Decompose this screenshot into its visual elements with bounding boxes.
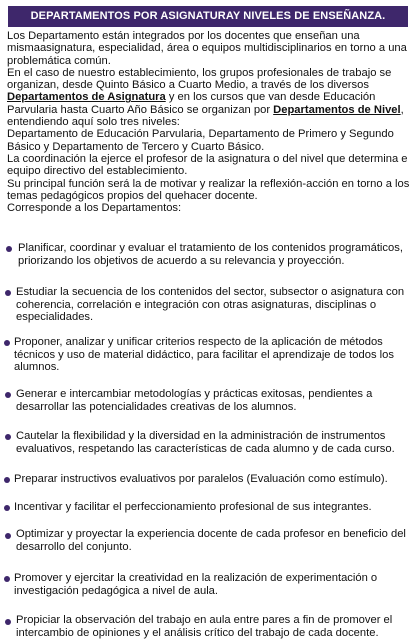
page-title: DEPARTAMENTOS POR ASIGNATURAY NIVELES DE ENSEÑANZA. [8, 6, 408, 27]
intro-paragraph-2-text-b: y en los cursos que van desde Educación Parvularia hasta Cuarto Año Básico se organizan por [7, 91, 376, 116]
list-item-text: Preparar instructivos evaluativos por paralelos (Evaluación como estímulo). [14, 473, 388, 485]
bullet-icon [5, 533, 11, 539]
bullet-icon [4, 340, 10, 346]
departamentos-asignatura-link[interactable]: Departamentos de Asignatura [7, 91, 166, 104]
intro-paragraph-5: Su principal función será la de motivar y realizar la reflexión-acción en torno a los temas pedagógicos propios del quehacer docente. [7, 177, 410, 202]
bullet-icon [5, 619, 11, 625]
list-item-text: Generar e intercambiar metodologías y prácticas exitosas, pendientes a desarrollar las potencialidades creativas de los alumnos. [16, 388, 373, 413]
bullet-icon [5, 290, 11, 296]
list-item-text: Optimizar y proyectar la experiencia docente de cada profesor en beneficio del desarrollo del conjunto. [16, 528, 406, 553]
bullet-icon [4, 505, 10, 511]
intro-paragraph-4: La coordinación la ejerce el profesor de la asignatura o del nivel que determina e equipo directivo del establecimiento. [7, 152, 408, 178]
intro-paragraph-6: Corresponde a los Departamentos: [7, 202, 182, 215]
list-item-text: Incentivar y facilitar el perfeccionamiento profesional de sus integrantes. [14, 501, 372, 513]
intro-paragraph-2-text-c: , entendiendo aquí solo tres niveles: [7, 103, 404, 129]
list-item-text: Promover y ejercitar la creatividad en la realización de experimentación o investigación pedagógica a nivel de aula. [14, 572, 378, 597]
departamentos-nivel-link[interactable]: Departamentos de Nivel [273, 103, 401, 116]
list-item-text: Estudiar la secuencia de los contenidos del sector, subsector o asignatura con coherencia, correlación e integración con otras asignaturas, disciplinas o especialidades. [16, 286, 405, 323]
bullet-icon [5, 392, 11, 398]
bullet-icon [5, 434, 11, 440]
list-item-text: Propiciar la observación del trabajo en aula entre pares a fin de promover el intercambio de opiniones y el análisis crítico del trabajo de cada docente. [16, 614, 393, 639]
list-item-text: Cautelar la flexibilidad y la diversidad en la administración de instrumentos evaluativos, respetando las características de cada alumno y de cada curso. [16, 430, 395, 455]
list-item-text: Planificar, coordinar y evaluar el tratamiento de los contenidos programáticos, priorizando los objetivos de acuerdo a su relevancia y proyección. [18, 242, 403, 267]
bullet-icon [4, 576, 10, 582]
intro-paragraph-3: Departamento de Educación Parvularia, Departamento de Primero y Segundo Básico y Departamento de Tercero y Cuarto Básico. [7, 128, 394, 153]
bullet-icon [6, 246, 12, 252]
bullet-icon [4, 477, 10, 483]
intro-paragraph-2-text-a: En el caso de nuestro establecimiento, los grupos profesionales de trabajo se organizan, desde Quinto Básico a Cuarto Medio, a través de los diversos [7, 66, 392, 92]
list-item-text: Proponer, analizar y unificar criterios respecto de la aplicación de métodos técnicos y uso de material didáctico, para facilitar el aprendizaje de todos los alumnos. [14, 336, 394, 373]
intro-paragraph-1: Los Departamento están integrados por los docentes que enseñan una mismaasignatura, especialidad, área o equipos multidisciplinarios en torno a una problemática común. [7, 30, 407, 67]
